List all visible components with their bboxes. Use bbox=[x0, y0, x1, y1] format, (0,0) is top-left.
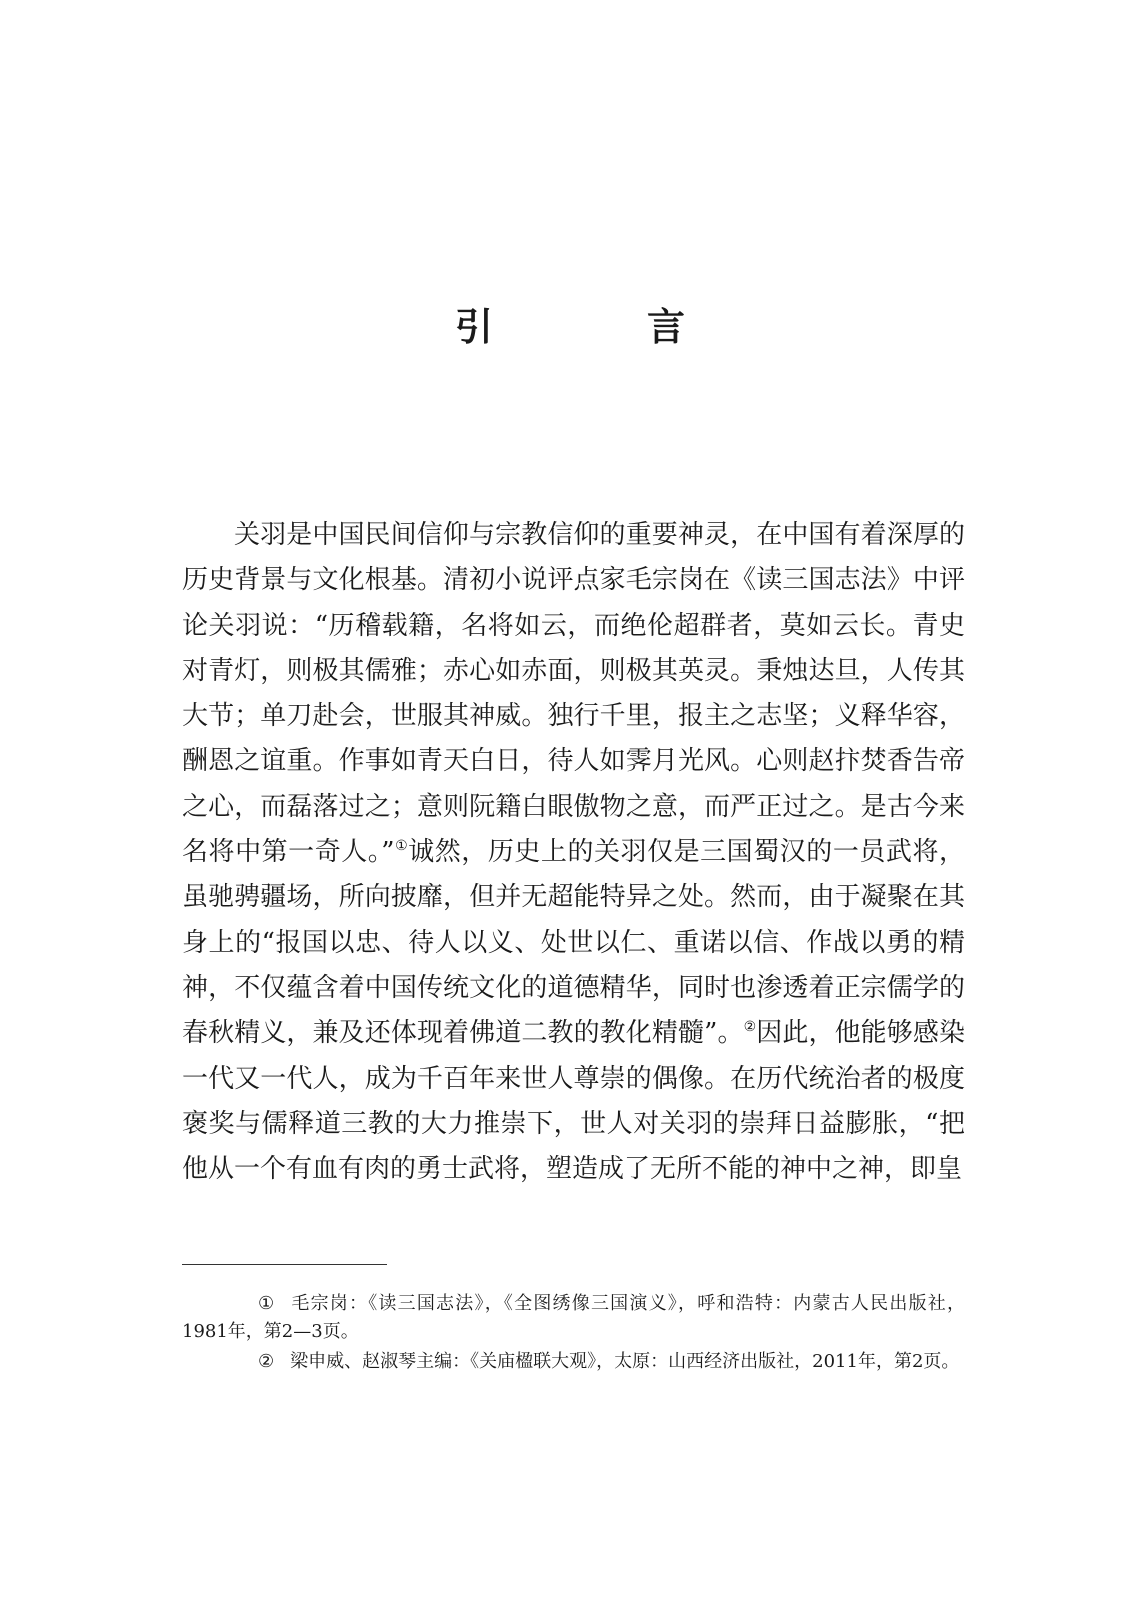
footnote-ref-2[interactable]: ② bbox=[743, 1019, 757, 1036]
footnote-text-2: 梁申威、赵淑琴主编：《关庙楹联大观》，太原：山西经济出版社，2011年，第2页。 bbox=[290, 1351, 960, 1372]
body-text-segment-1: 关羽是中国民间信仰与宗教信仰的重要神灵，在中国有着深厚的历史背景与文化根基。清初小说评点家毛宗岗在《读三国志法》中评论关羽说：“历稽载籍，名将如云，而绝伦超群者，莫如云长。青史对青灯，则极其儒雅；赤心如赤面，则极其英灵。秉烛达旦，人传其大节；单刀赴会，世服其神威。独行千里，报主之志坚；义释华容，酬恩之谊重。作事如青天白日，待人如霁月光风。心则赵抃焚香告帝之心，而磊落过之；意则阮籍白眼傲物之意，而严正过之。是古今来名将中第一奇人。” bbox=[182, 520, 965, 868]
footnote-mark-1: ① bbox=[258, 1293, 275, 1314]
footnote-divider bbox=[182, 1264, 387, 1265]
body-text-segment-3: 因此，他能够感染一代又一代人，成为千百年来世人尊崇的偶像。在历代统治者的极度褒奖与儒释道三教的大力推崇下，世人对关羽的崇拜日益膨胀，“把他从一个有血有肉的勇士武将，塑造成了无所不能的神中之神，即皇 bbox=[182, 1018, 965, 1185]
body-text-segment-2: 诚然，历史上的关羽仅是三国蜀汉的一员武将，虽驰骋疆场，所向披靡，但并无超能特异之处。然而，由于凝聚在其身上的“报国以忠、待人以义、处世以仁、重诺以信、作战以勇的精神，不仅蕴含着中国传统文化的道德精华，同时也渗透着正宗儒学的春秋精义，兼及还体现着佛道二教的教化精髓”。 bbox=[182, 837, 965, 1049]
footnotes-section bbox=[182, 1290, 965, 1378]
footnote-2 bbox=[182, 1348, 965, 1376]
footnote-text-1: 毛宗岗：《读三国志法》，《全图绣像三国演义》，呼和浩特：内蒙古人民出版社，1981年，第2—3页。 bbox=[182, 1293, 965, 1342]
footnote-1 bbox=[182, 1290, 965, 1346]
chapter-title: 引 言 bbox=[454, 304, 743, 349]
footnote-mark-2: ② bbox=[258, 1351, 275, 1372]
body-paragraph bbox=[182, 513, 965, 1192]
footnote-ref-1[interactable]: ① bbox=[394, 838, 409, 855]
